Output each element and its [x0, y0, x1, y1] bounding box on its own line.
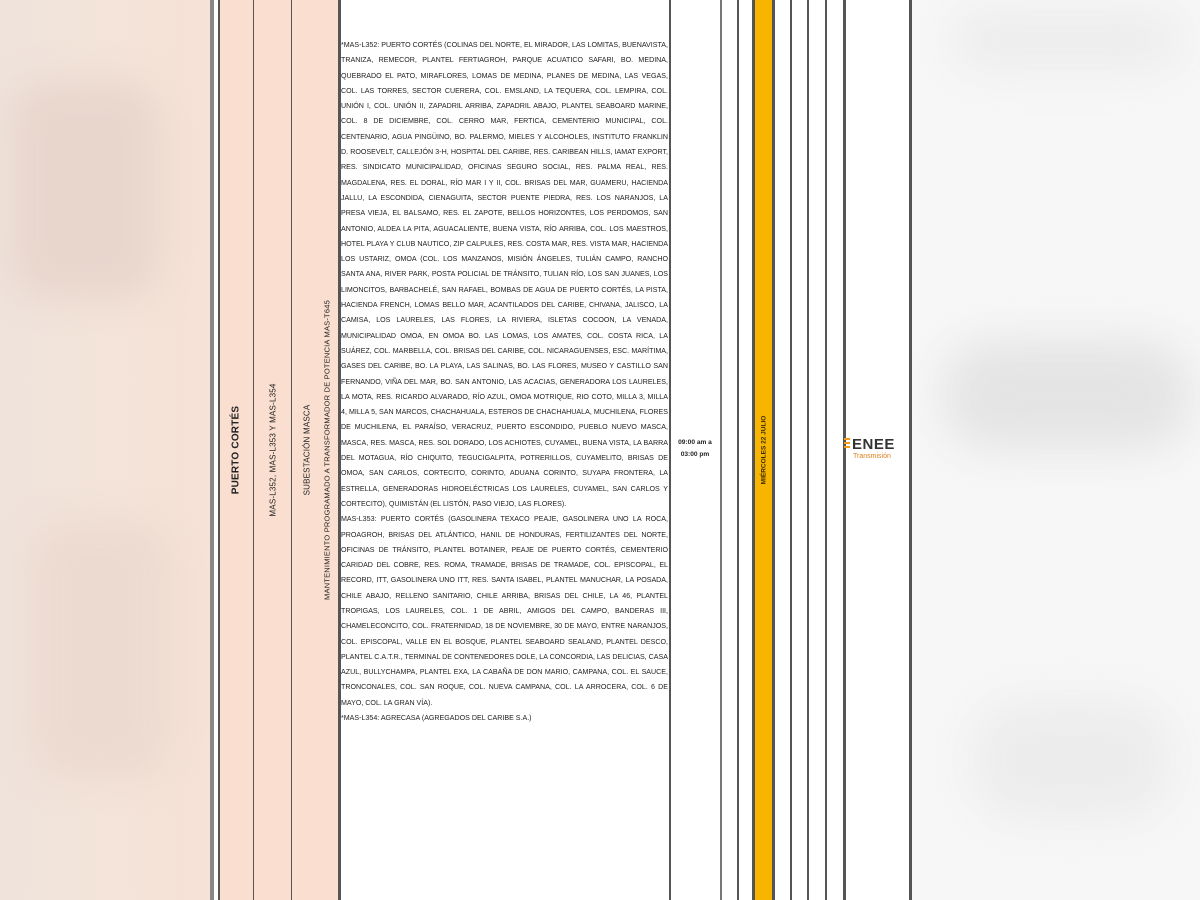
enee-logo — [844, 436, 910, 466]
work-label: MANTENIMIENTO PROGRAMADO A TRANSFORMADOR DE POTENCIA MAS-T645 — [322, 300, 332, 600]
border-line — [720, 0, 722, 900]
circuits-column — [254, 0, 292, 900]
blurred-background-right — [912, 0, 1200, 900]
logo-word: ENEE — [852, 436, 895, 453]
blurred-background-left — [0, 0, 210, 900]
border-line — [210, 0, 214, 900]
enee-mark-icon — [844, 438, 850, 452]
document-page — [210, 0, 912, 900]
circuits-label: MAS-L352, MAS-L353 Y MAS-L354 — [268, 383, 278, 517]
date-column — [755, 0, 772, 900]
region-column — [218, 0, 254, 900]
border-line — [669, 0, 671, 900]
border-line — [790, 0, 792, 900]
substation-label: SUBESTACIÓN MASCA — [302, 404, 312, 496]
affected-area-l352: *MAS-L352: PUERTO CORTÉS (COLINAS DEL NORTE, EL MIRADOR, LAS LOMITAS, BUENAVISTA, TRANIZA, REMECOR, PLANTEL FERTIAGROH, PARQUE ACUATICO SAFARI, BO. MEDINA, QUEBRADO EL PATO, MIRAFLORES, LOMAS DE MEDINA, PLANES DE MEDINA, LAS VEGAS, COL. LAS TORRES, SECTOR CUERERA, COL. EMSLAND, LA TEQUERA, COL. LEMPIRA, COL. UNIÓN I, COL. UNIÓN II, ZAPADRIL ARRIBA, ZAPADRIL ABAJO, PLANTEL SEABOARD MARINE, COL. 8 DE DICIEMBRE, COL. CERRO MAR, FERTICA, CEMENTERIO MUNICIPAL, COL. CENTENARIO, AGUA PINGÜINO, BO. PALERMO, MIELES Y ALCOHOLES, INSTITUTO FRANKLIN D. ROOSEVELT, CALLEJÓN 3-H, HOSPITAL DEL CARIBE, RES. CARIBEAN HILLS, IAMAT EXPORT, RES. SINDICATO MUNICIPALIDAD, OFICINAS SEGURO SOCIAL, RES. PALMA REAL, RES. MAGDALENA, RES. EL DORAL, RÍO MAR I Y II, COL. BRISAS DEL MAR, GUAMERU, HACIENDA JALLU, LA ESCONDIDA, CIENAGUITA, SECTOR PUENTE PIEDRA, RES. LOS NARANJOS, LA PRESA VIEJA, EL BALSAMO, RES. EL ZAPOTE, BELLOS HORIZONTES, LOS PERDOMOS, SAN ANTONIO, ALDEA LA PITA, AGUACALIENTE, BUENA VISTA, RÍO ARRIBA, COL. LOS MAESTROS, HOTEL PLAYA Y CLUB NAUTICO, ZIP CALPULES, RES. COSTA MAR, RES. VISTA MAR, HACIENDA LOS USTARIZ, OMOA (COL. LOS MANZANOS, MISIÓN ÁNGELES, TULIÁN CAMPO, RANCHO SANTA ANA, RIVER PARK, POSTA POLICIAL DE TRÁNSITO, TULIAN RÍO, LOS SAN JUANES, LOS LIMONCITOS, BARBACHELÉ, SAN RAFAEL, BOMBAS DE AGUA DE PUERTO CORTÉS, LA PISTA, HACIENDA FRENCH, LOMAS BELLO MAR, ACANTILADOS DEL CARIBE, CHIVANA, JALISCO, LA CAMISA, LOS LAURELES, LAS FLORES, LA RIVIERA, ISLETAS COCOON, LA VENADA, MUNICIPALIDAD OMOA, EN OMOA BO. LAS LOMAS, LOS AMATES, COL. COSTA RICA, LA SUÁREZ, COL. MARBELLA, COL. BRISAS DEL CARIBE, COL. NICARAGUENSES, ESC. MARÍTIMA, GASES DEL CARIBE, BO. LA PLAYA, LAS SALINAS, BO. LAS FLORES, MUSEO Y CASTILLO SAN FERNANDO, VIÑA DEL MAR, BO. SAN ANTONIO, LAS ACACIAS, GENERADORA LOS LAURELES, LA MOTA, RES. RICARDO ALVARADO, RÍO AZUL, OMOA MOTRIQUE, RIO COTO, MILLA 3, MILLA 4, MILLA 5, SAN MARCOS, CHACHAHUALA, ESTEROS DE CHACHAHUALA, MUCHILENA, FLORES DE MUCHILENA, EL PARAÍSO, VERACRUZ, PUERTO ESCONDIDO, PUEBLO NUEVO MASCA, MASCA, RES. MASCA, RES. SOL DORADO, LOS ACHIOTES, CUYAMEL, BUENA VISTA, LA BARRA DEL MOTAGUA, RÍO CHIQUITO, TEGUCIGALPITA, POTRERILLOS, CUYAMELITO, BRISAS DE OMOA, SAN CARLOS, CORTECITO, CORINTO, ADUANA CORINTO, SUYAPA FRONTERA, LA ESTRELLA, GENERADORAS HIDROELÉCTRICAS LOS LAURELES, CUYAMEL, SAN CARLOS Y CORTECITO), QUIMISTÁN (EL LISTÓN, PASO VIEJO, LAS FLORES). — [341, 41, 668, 508]
affected-area-l353: MAS-L353: PUERTO CORTÉS (GASOLINERA TEXACO PEAJE, GASOLINERA UNO LA ROCA, PROAGROH, BRISAS DEL ATLÁNTICO, HANIL DE HONDURAS, FERTILIZANTES DEL NORTE, OFICINAS DE TRÁNSITO, PLANTEL BOTAINER, PEAJE DE PUERTO CORTÉS, CEMENTERIO CARIDAD DEL COBRE, RES. ROMA, TRAMADE, BRISAS DE TRAMADE, COL. EPISCOPAL, EL RECORD, ITT, GASOLINERA UNO ITT, RES. SANTA ISABEL, PLANTEL MANUCHAR, LA POSADA, CHILE ABAJO, RELLENO SANITARIO, CHILE ARRIBA, BRISAS DEL CHILE, LA 46, PLANTEL TROPIGAS, LOS LAURELES, COL. 1 DE ABRIL, AMIGOS DEL CAMPO, BANDERAS III, CHAMELECONCITO, COL. FRATERNIDAD, 18 DE NOVIEMBRE, 30 DE MAYO, ENTRE NARANJOS, COL. EPISCOPAL, VALLE EN EL BOSQUE, PLANTEL SEABOARD SEALAND, PLANTEL DESCO, PLANTEL C.A.T.R., TERMINAL DE CONTENEDORES DOLE, LA CONCORDIA, LAS DELICIAS, CASA AZUL, BULLYCHAMPA, PLANTEL EXA, LA CABAÑA DE DON MARIO, CAMPANA, COL. EL SAUCE, TRONCONALES, COL. SAN ROQUE, COL. NUEVA CAMPANA, COL. LA ARROCERA, COL. 6 DE MAYO, COL. LA GRAN VÍA). — [341, 515, 668, 707]
affected-areas — [341, 38, 668, 726]
logo-subtitle: Transmisión — [853, 453, 891, 460]
region-label: PUERTO CORTÉS — [230, 405, 242, 495]
border-line — [737, 0, 739, 900]
affected-area-l354: *MAS-L354: AGRECASA (AGREGADOS DEL CARIBE S.A.) — [341, 714, 532, 723]
work-column — [292, 0, 338, 900]
border-line — [291, 0, 292, 900]
border-line — [772, 0, 775, 900]
border-line — [218, 0, 220, 900]
border-line — [807, 0, 809, 900]
schedule-time: 09:00 am a 03:00 pm — [678, 439, 712, 458]
date-label: MIÉRCOLES 22 JULIO — [760, 415, 767, 485]
border-line — [253, 0, 254, 900]
border-line — [825, 0, 827, 900]
